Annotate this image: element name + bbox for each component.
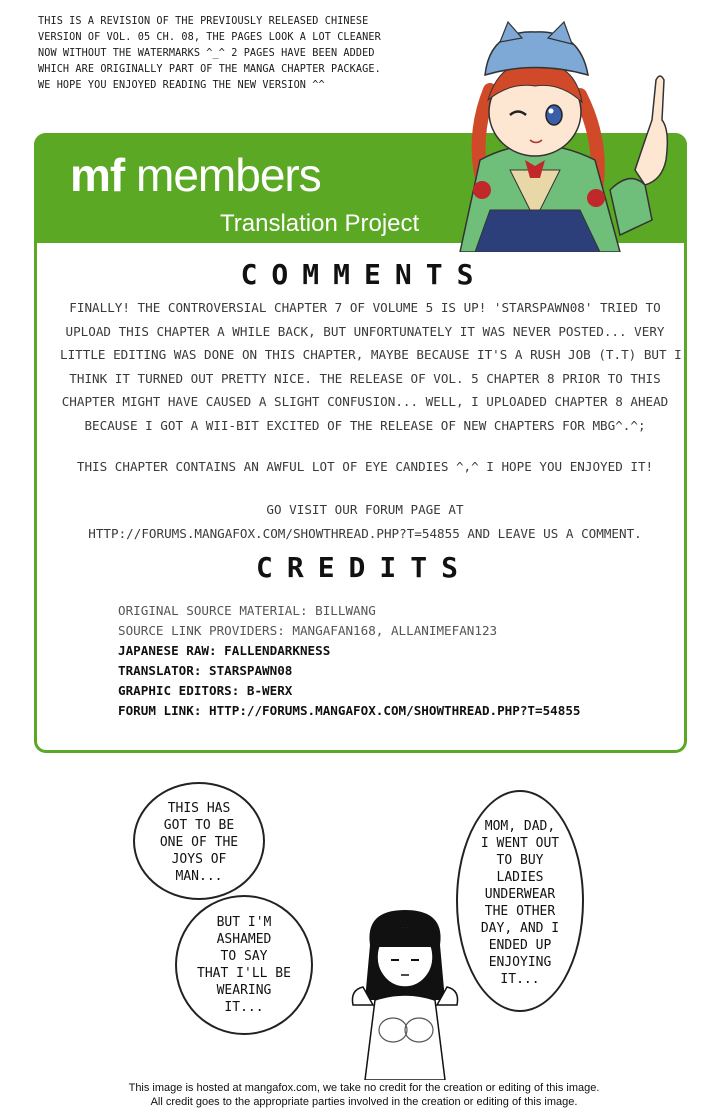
bubble-text-top-left [133,800,265,885]
credit-line: ORIGINAL SOURCE MATERIAL: BILLWANG [118,603,376,618]
bubble-line: UNDERWEAR [484,887,556,902]
comment-line: THINK IT TURNED OUT PRETTY NICE. THE RELEASE OF VOL. 5 CHAPTER 8 PRIOR TO THIS [69,370,661,386]
brand-logo [70,148,321,202]
bubble-line: LADIES [496,870,544,885]
forum-link[interactable]: HTTP://FORUMS.MANGAFOX.COM/SHOWTHREAD.PHP?T=54855 AND LEAVE US A COMMENT. [88,525,642,541]
comment-line: CHAPTER MIGHT HAVE CAUSED A SLIGHT CONFUSION... WELL, I UPLOADED CHAPTER 8 AHEAD [61,394,669,409]
footer-line-2: All credit goes to the appropriate parties involved in the creation or editing of this image. [150,1096,578,1108]
bubble-text-bottom-left [175,914,313,1016]
bubble-line: ENDED UP [488,938,552,953]
bubble-line: ASHAMED [216,932,272,947]
note-line: VERSION OF VOL. 05 CH. 08, THE PAGES LOOK A LOT CLEANER [38,32,381,43]
bubble-line: WEARING [216,983,272,998]
credit-line: JAPANESE RAW: FALLENDARKNESS [118,643,331,658]
project-subtitle: Translation Project [220,210,420,237]
bubble-line: THIS HAS [167,801,231,816]
note-line: WHICH ARE ORIGINALLY PART OF THE MANGA CHAPTER PACKAGE. [38,64,381,75]
bubble-line: IT... [224,1000,264,1015]
bubble-text-right [456,818,584,988]
bubble-line: TO BUY [496,853,544,868]
bubble-line: DAY, AND I [480,921,560,936]
comments-paragraph-1 [60,296,682,437]
comments-heading: COMMENTS [240,258,488,291]
comments-paragraph-3 [60,498,670,545]
revision-note [38,14,478,94]
bubble-line: THE OTHER [484,904,556,919]
comment-line: GO VISIT OUR FORUM PAGE AT [266,502,464,517]
bubble-line: I WENT OUT [480,836,560,851]
comment-line: LITTLE EDITING WAS DONE ON THIS CHAPTER, MAYBE BECAUSE IT'S A RUSH JOB (T.T) BUT I [60,347,682,362]
credit-forum-link[interactable]: FORUM LINK: HTTP://FORUMS.MANGAFOX.COM/SHOWTHREAD.PHP?T=54855 [118,703,581,718]
credit-line: SOURCE LINK PROVIDERS: MANGAFAN168, ALLANIMEFAN123 [118,623,498,638]
manga-girl-illustration [345,905,465,1080]
bubble-line: IT... [500,972,540,987]
comment-line: FINALLY! THE CONTROVERSIAL CHAPTER 7 OF VOLUME 5 IS UP! 'STARSPAWN08' TRIED TO [69,300,661,315]
comment-line: UPLOAD THIS CHAPTER A WHILE BACK, BUT UNFORTUNATELY IT WAS NEVER POSTED... VERY [65,323,665,339]
bubble-line: ONE OF THE [159,835,239,850]
bubble-line: BUT I'M [216,915,272,930]
bubble-line: JOYS OF [171,852,227,867]
comment-line: BECAUSE I GOT A WII-BIT EXCITED OF THE RELEASE OF NEW CHAPTERS FOR MBG^.^; [84,417,646,433]
comment-line: THIS CHAPTER CONTAINS AN AWFUL LOT OF EYE CANDIES ^,^ I HOPE YOU ENJOYED IT! [76,459,654,474]
bubble-line: MOM, DAD, [484,819,556,834]
brand-members: members [136,149,321,201]
bubble-line: THAT I'LL BE [197,966,291,981]
credit-line: GRAPHIC EDITORS: B-WERX [118,683,293,698]
note-line: NOW WITHOUT THE WATERMARKS ^_^ 2 PAGES HAVE BEEN ADDED [38,48,375,59]
bubble-line: TO SAY [220,949,268,964]
bubble-line: ENJOYING [488,955,552,970]
note-line: THIS IS A REVISION OF THE PREVIOUSLY RELEASED CHINESE [38,16,369,27]
bubble-line: MAN... [175,869,223,884]
mascot-illustration [430,20,700,252]
credits-list [118,601,581,721]
credits-heading: CREDITS [255,551,472,584]
note-line: WE HOPE YOU ENJOYED READING THE NEW VERSION ^^ [38,80,325,91]
comments-paragraph-2 [60,455,670,479]
brand-mf: mf [70,149,125,201]
bubble-line: GOT TO BE [163,818,235,833]
footer-line-1: This image is hosted at mangafox.com, we take no credit for the creation or editing of this image. [128,1082,600,1094]
credit-line: TRANSLATOR: STARSPAWN08 [118,663,293,678]
